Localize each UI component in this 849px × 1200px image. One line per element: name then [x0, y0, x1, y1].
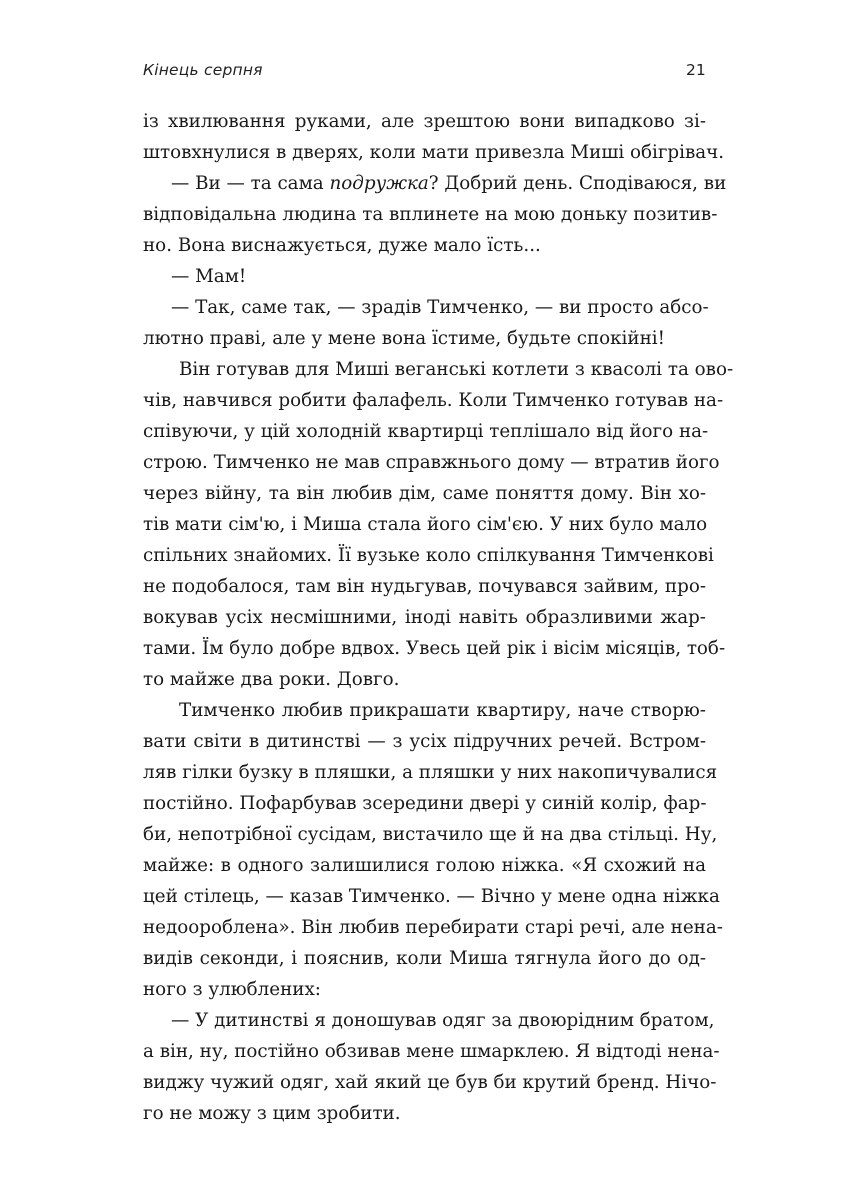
text-line: постійно. Пофарбував зсередини двері у синій колір, фар-: [143, 793, 707, 814]
page-number: 21: [686, 61, 706, 79]
text-line: виджу чужий одяг, хай який це був би крутий бренд. Нічо-: [143, 1072, 717, 1093]
text-line: через війну, та він любив дім, саме поняття дому. Він хо-: [143, 483, 706, 504]
text-line: то майже два роки. Довго.: [143, 669, 400, 690]
text-line: — У дитинстві я доношував одяг за двоюрідним братом,: [171, 1010, 715, 1031]
text-line: видів секонди, і пояснив, коли Миша тягнула його до од-: [143, 948, 706, 969]
text-line: не подобалося, там він нудьгував, почувався зайвим, про-: [143, 576, 706, 597]
text-line: но. Вона виснажується, дуже мало їсть...: [143, 235, 541, 256]
text-line: го не можу з цим зробити.: [143, 1103, 401, 1124]
text-line: а він, ну, постійно обзивав мене шмарклею. Я відтоді нена-: [143, 1041, 720, 1062]
text-line: лютно праві, але у мене вона їстиме, будьте спокійні!: [143, 328, 665, 349]
text-line: вати світи в дитинстві — з усіх підручних речей. Встром-: [143, 731, 706, 752]
text-line: недоороблена». Він любив перебирати старі речі, але нена-: [143, 917, 723, 938]
text-line: строю. Тимченко не мав справжнього дому — втратив його: [143, 452, 720, 473]
text-line: Він готував для Миші веганські котлети з квасолі та ово-: [179, 359, 734, 380]
text-line: ного з улюблених:: [143, 979, 321, 1000]
text-line: Тимченко любив прикрашати квартиру, наче створю-: [179, 700, 706, 721]
text-line: би, непотрібної сусідам, вистачило ще й на два стільці. Ну,: [143, 824, 718, 845]
text-line: тами. Їм було добре вдвох. Увесь цей рік і вісім місяців, тоб-: [143, 638, 726, 659]
text-line: — Мам!: [171, 266, 247, 287]
text-line: [143, 168, 727, 199]
text-line: вокував усіх несмішними, іноді навіть образливими жар-: [143, 607, 706, 628]
text-line: цей стілець, — казав Тимченко. — Вічно у мене одна ніжка: [143, 886, 720, 907]
italic-word: подружка: [329, 173, 429, 194]
text-line: штовхнулися в дверях, коли мати привезла Миші обігрівач.: [143, 142, 725, 163]
text-line: майже: в одного залишилися голою ніжка. «Я схожий на: [143, 855, 706, 876]
text-line: ляв гілки бузку в пляшки, а пляшки у них накопичувалися: [143, 762, 718, 783]
text-line: спільних знайомих. Її вузьке коло спілкування Тимченкові: [143, 545, 714, 566]
text-fragment: ? Добрий день. Сподіваюся, ви: [428, 173, 727, 194]
text-line: тів мати сім'ю, і Миша стала його сім'єю. У них було мало: [143, 514, 708, 535]
body-text: [143, 106, 734, 1129]
text-line: відповідальна людина та вплинете на мою доньку позитив-: [143, 204, 718, 225]
text-line: чів, навчився робити фалафель. Коли Тимченко готував на-: [143, 390, 724, 411]
text-fragment: — Ви — та сама: [171, 173, 330, 194]
text-line: із хвилювання руками, але зрештою вони випадково зі-: [143, 111, 706, 132]
text-line: співуючи, у цій холодній квартирці теплішало від його на-: [143, 421, 709, 442]
text-line: — Так, саме так, — зрадів Тимченко, — ви просто абсо-: [171, 297, 709, 318]
running-head-title: Кінець серпня: [143, 61, 263, 79]
